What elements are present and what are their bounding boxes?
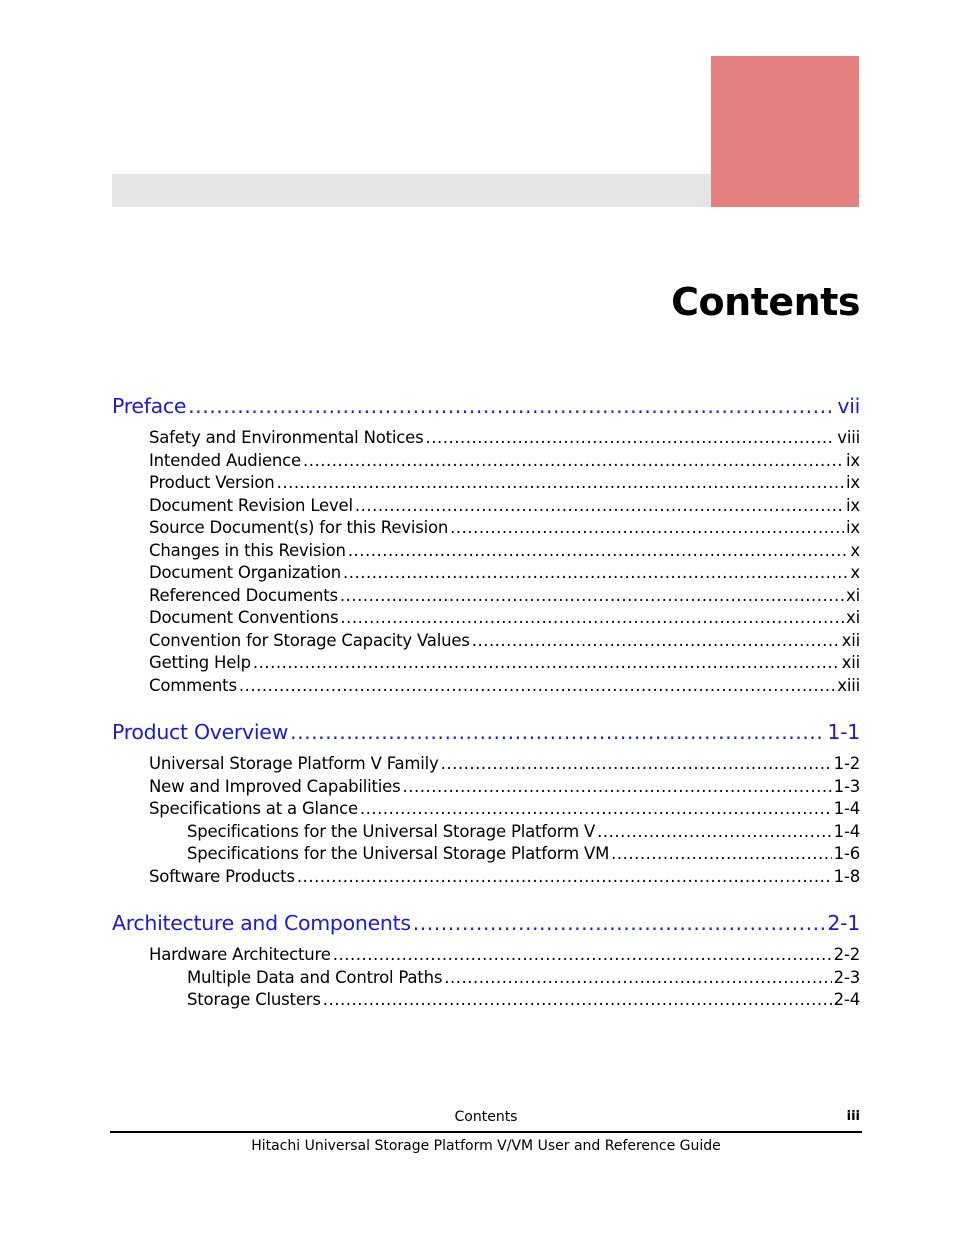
dot-leader (297, 866, 832, 889)
toc-entry-label: Intended Audience (149, 450, 301, 470)
toc-entry[interactable] (112, 517, 860, 540)
toc-entry-label: Document Conventions (149, 608, 339, 627)
dot-leader (333, 944, 832, 967)
toc-entry[interactable] (112, 843, 860, 866)
toc-entry[interactable] (112, 753, 860, 776)
toc-entry-page: xii (841, 630, 860, 650)
toc-entry-label: Comments (149, 675, 237, 695)
toc-entry-label: Convention for Storage Capacity Values (149, 630, 470, 650)
dot-leader (611, 843, 831, 866)
toc-entry-list (112, 944, 860, 1012)
toc-entry-list (112, 753, 860, 888)
toc-entry-label: Hardware Architecture (149, 945, 331, 964)
toc-entry-page: xi (846, 608, 860, 627)
footer-divider (110, 1131, 862, 1133)
dot-leader (450, 517, 844, 540)
toc-chapter-page: 2-1 (827, 911, 860, 935)
dot-leader (360, 798, 832, 821)
toc-entry-page: viii (837, 428, 860, 447)
footer-guide-title: Hitachi Universal Storage Platform V/VM User and Reference Guide (251, 1138, 721, 1154)
toc-entry-page: 1-4 (833, 799, 860, 818)
header-bar (112, 174, 712, 207)
table-of-contents (112, 393, 860, 1012)
toc-entry-page: ix (846, 518, 860, 537)
toc-entry-label: Source Document(s) for this Revision (149, 518, 449, 537)
toc-entry-label: Document Organization (149, 563, 342, 582)
dot-leader (340, 607, 844, 630)
dot-leader (253, 652, 840, 675)
toc-entry-list (112, 427, 860, 697)
toc-chapter-link[interactable] (112, 719, 860, 745)
page-title: Contents (671, 280, 860, 324)
toc-entry[interactable] (112, 630, 860, 653)
toc-entry-page: xi (846, 585, 860, 605)
toc-entry-page: xiii (837, 675, 860, 695)
toc-entry-page: xii (841, 653, 860, 672)
dot-leader (188, 393, 835, 419)
dot-leader (239, 675, 835, 698)
dot-leader (348, 540, 849, 563)
toc-chapter-title: Product Overview (112, 720, 289, 744)
toc-entry[interactable] (112, 989, 860, 1012)
toc-entry-page: ix (846, 473, 860, 492)
toc-chapter-page: 1-1 (827, 720, 860, 744)
toc-entry-label: New and Improved Capabilities (149, 776, 401, 796)
toc-entry[interactable] (112, 675, 860, 698)
dot-leader (413, 910, 826, 936)
header-accent-block (711, 56, 859, 207)
toc-entry-label: Storage Clusters (187, 990, 321, 1009)
dot-leader (403, 776, 832, 799)
toc-chapter-link[interactable] (112, 393, 860, 419)
dot-leader (441, 753, 832, 776)
toc-entry-label: Changes in this Revision (149, 540, 346, 560)
dot-leader (343, 562, 848, 585)
toc-entry[interactable] (112, 562, 860, 585)
toc-entry-page: 1-4 (833, 821, 860, 841)
dot-leader (303, 450, 844, 473)
toc-entry[interactable] (112, 427, 860, 450)
toc-entry[interactable] (112, 450, 860, 473)
toc-entry[interactable] (112, 776, 860, 799)
toc-entry-label: Software Products (149, 866, 295, 886)
toc-entry-label: Referenced Documents (149, 585, 338, 605)
toc-chapter-title: Architecture and Components (112, 911, 411, 935)
footer-page-number: iii (846, 1109, 860, 1124)
toc-entry-label: Document Revision Level (149, 495, 353, 515)
toc-entry[interactable] (112, 652, 860, 675)
dot-leader (597, 821, 832, 844)
toc-entry[interactable] (112, 798, 860, 821)
toc-entry[interactable] (112, 472, 860, 495)
toc-entry-page: 2-4 (833, 990, 860, 1009)
toc-entry[interactable] (112, 585, 860, 608)
toc-entry[interactable] (112, 821, 860, 844)
toc-entry-page: 1-6 (833, 844, 860, 863)
toc-entry[interactable] (112, 866, 860, 889)
toc-entry-label: Universal Storage Platform V Family (149, 754, 439, 773)
toc-entry-page: 1-8 (833, 866, 860, 886)
toc-entry-label: Safety and Environmental Notices (149, 428, 424, 447)
toc-entry[interactable] (112, 540, 860, 563)
toc-entry-label: Product Version (149, 473, 275, 492)
toc-entry[interactable] (112, 967, 860, 990)
toc-entry-label: Specifications for the Universal Storage Platform VM (187, 844, 610, 863)
toc-entry-page: ix (846, 450, 860, 470)
toc-entry-label: Getting Help (149, 653, 251, 672)
toc-entry[interactable] (112, 495, 860, 518)
footer-section-label: Contents (454, 1109, 518, 1125)
toc-entry-page: 2-2 (833, 945, 860, 964)
dot-leader (472, 630, 840, 653)
dot-leader (355, 495, 844, 518)
toc-entry[interactable] (112, 607, 860, 630)
dot-leader (290, 719, 825, 745)
toc-entry-page: ix (846, 495, 860, 515)
toc-entry-page: 1-3 (833, 776, 860, 796)
toc-entry-label: Multiple Data and Control Paths (187, 967, 443, 987)
toc-entry[interactable] (112, 944, 860, 967)
toc-chapter-page: vii (837, 394, 860, 418)
toc-entry-label: Specifications for the Universal Storage Platform V (187, 821, 596, 841)
toc-chapter-link[interactable] (112, 910, 860, 936)
toc-entry-page: x (850, 563, 860, 582)
toc-entry-page: 2-3 (833, 967, 860, 987)
toc-entry-page: x (850, 540, 860, 560)
dot-leader (340, 585, 844, 608)
dot-leader (277, 472, 844, 495)
toc-chapter-title: Preface (112, 394, 187, 418)
dot-leader (426, 427, 836, 450)
dot-leader (323, 989, 832, 1012)
dot-leader (444, 967, 831, 990)
toc-entry-label: Specifications at a Glance (149, 799, 358, 818)
toc-entry-page: 1-2 (833, 754, 860, 773)
